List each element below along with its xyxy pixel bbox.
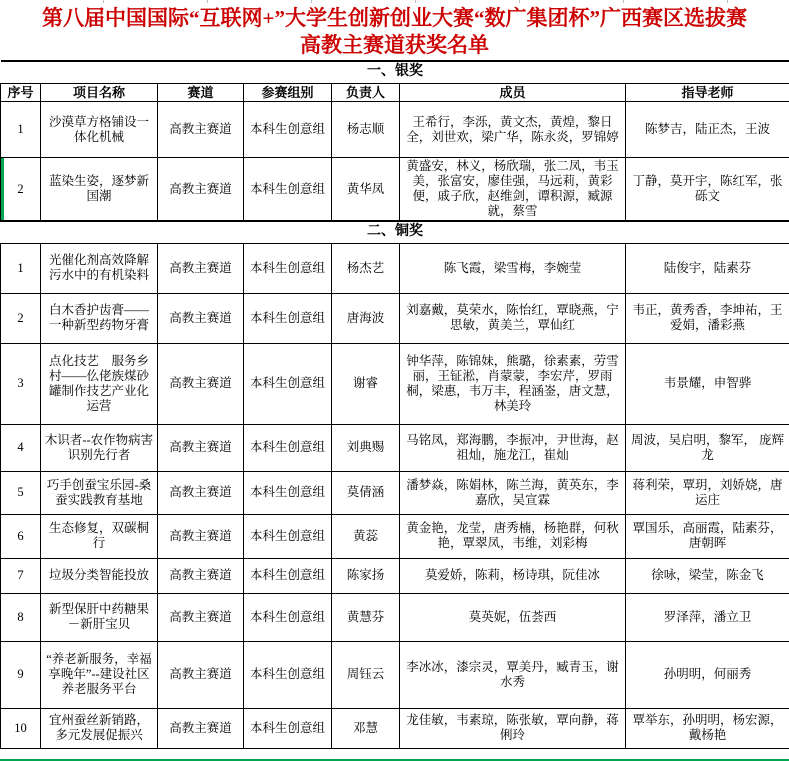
track-cell: 高教主赛道 — [158, 158, 244, 222]
teachers-cell: 陆俊宇，陆素芬 — [626, 243, 789, 293]
members-cell: 陈飞霞，梁雪梅，李婉莹 — [400, 243, 626, 293]
group-cell: 本科生创意组 — [244, 641, 332, 708]
table-row — [1, 708, 789, 748]
page-title-line2: 高教主赛道获奖名单 — [300, 33, 489, 57]
track-cell: 高教主赛道 — [158, 471, 244, 514]
row-number-cell: 9 — [1, 641, 41, 708]
section-heading-row — [1, 221, 789, 243]
table-header-row — [1, 83, 789, 102]
table-row — [1, 641, 789, 708]
table-row — [1, 558, 789, 593]
project-name-cell: 白木香护齿膏——一种新型药物牙膏 — [41, 293, 158, 343]
leader-cell: 黄华凤 — [332, 158, 400, 222]
track-cell: 高教主赛道 — [158, 102, 244, 158]
group-cell: 本科生创意组 — [244, 708, 332, 748]
column-header-project: 项目名称 — [41, 83, 158, 102]
column-header-members: 成员 — [400, 83, 626, 102]
teachers-cell: 徐咏，梁莹，陈金飞 — [626, 558, 789, 593]
row-number-cell: 6 — [1, 514, 41, 558]
teachers-cell: 孙明明，何丽秀 — [626, 641, 789, 708]
leader-cell: 黄蕊 — [332, 514, 400, 558]
leader-cell: 杨杰艺 — [332, 243, 400, 293]
column-header-track: 赛道 — [158, 83, 244, 102]
leader-cell: 谢睿 — [332, 343, 400, 424]
table-row — [1, 293, 789, 343]
project-name-cell: 点化技艺 服务乡村——仫佬族煤砂罐制作技艺产业化运营 — [41, 343, 158, 424]
members-cell: 莫爱娇，陈莉，杨诗琪，阮佳冰 — [400, 558, 626, 593]
table-row — [1, 424, 789, 471]
leader-cell: 莫倩涵 — [332, 471, 400, 514]
group-cell: 本科生创意组 — [244, 158, 332, 222]
members-cell: 潘梦焱，陈娟林，陈兰海，黄英东，李嘉欣，吴宣霖 — [400, 471, 626, 514]
row-number-cell: 4 — [1, 424, 41, 471]
project-name-cell: 光催化剂高效降解污水中的有机染料 — [41, 243, 158, 293]
project-name-cell: 木识者--农作物病害识别先行者 — [41, 424, 158, 471]
group-cell: 本科生创意组 — [244, 514, 332, 558]
leader-cell: 邓慧 — [332, 708, 400, 748]
track-cell: 高教主赛道 — [158, 558, 244, 593]
group-cell: 本科生创意组 — [244, 102, 332, 158]
group-cell: 本科生创意组 — [244, 343, 332, 424]
track-cell: 高教主赛道 — [158, 243, 244, 293]
project-name-cell: 新型保肝中药糖果－新肝宝贝 — [41, 593, 158, 641]
teachers-cell: 陈梦吉，陆正杰，王波 — [626, 102, 789, 158]
award-table-body — [1, 61, 789, 748]
page-title-line1: 第八届中国国际“互联网+”大学生创新创业大赛“数广集团杯”广西赛区选拔赛 — [42, 6, 747, 30]
teachers-cell: 罗泽萍，潘立卫 — [626, 593, 789, 641]
members-cell: 李冰冰，漆宗灵，覃美丹，臧青玉，谢水秀 — [400, 641, 626, 708]
teachers-cell: 周波，吴启明，黎军， 庞辉龙 — [626, 424, 789, 471]
teachers-cell: 覃举东，孙明明，杨宏源，戴杨艳 — [626, 708, 789, 748]
leader-cell: 唐海波 — [332, 293, 400, 343]
group-cell: 本科生创意组 — [244, 558, 332, 593]
group-cell: 本科生创意组 — [244, 293, 332, 343]
column-header-teachers: 指导老师 — [626, 83, 789, 102]
row-number-cell: 5 — [1, 471, 41, 514]
track-cell: 高教主赛道 — [158, 514, 244, 558]
members-cell: 黄盛安，林义，杨欣瑞，张二凤，韦玉美，张富安，廖佳强，马远莉，黄彩便，戚子欣，赵维剑，谭积源，臧源就，蔡雪 — [400, 158, 626, 222]
row-number-cell: 2 — [1, 158, 41, 222]
group-cell: 本科生创意组 — [244, 243, 332, 293]
project-name-cell: 宜州蚕丝新销路，多元发展促振兴 — [41, 708, 158, 748]
table-row — [1, 343, 789, 424]
track-cell: 高教主赛道 — [158, 424, 244, 471]
project-name-cell: 垃圾分类智能投放 — [41, 558, 158, 593]
project-name-cell: 生态修复，双碳桐行 — [41, 514, 158, 558]
track-cell: 高教主赛道 — [158, 708, 244, 748]
leader-cell: 刘典赐 — [332, 424, 400, 471]
members-cell: 龙佳敏，韦素琼，陈张敏，覃向静，蒋俐玲 — [400, 708, 626, 748]
row-number-cell: 7 — [1, 558, 41, 593]
project-name-cell: “养老新服务，幸福享晚年”--建设社区养老服务平台 — [41, 641, 158, 708]
members-cell: 马铭凤，郑海鹏，李振冲，尹世海，赵祖灿，施龙江，崔灿 — [400, 424, 626, 471]
column-header-group: 参赛组别 — [244, 83, 332, 102]
teachers-cell: 覃国乐，高丽霞，陆素芬，唐朝晖 — [626, 514, 789, 558]
table-row — [1, 514, 789, 558]
table-row — [1, 243, 789, 293]
row-number-cell: 3 — [1, 343, 41, 424]
group-cell: 本科生创意组 — [244, 424, 332, 471]
column-header-leader: 负责人 — [332, 83, 400, 102]
row-number-cell: 2 — [1, 293, 41, 343]
section-heading: 一、银奖 — [1, 61, 789, 83]
leader-cell: 周钰云 — [332, 641, 400, 708]
teachers-cell: 蒋利荣，覃玥，刘娇娆，唐运庄 — [626, 471, 789, 514]
group-cell: 本科生创意组 — [244, 593, 332, 641]
members-cell: 钟华萍，陈锦妹，熊璐，徐素素，劳雪丽，王钲淞，肖蒙蒙，李宏芹，罗雨桐，梁惠，韦万丰，程涵崟，唐文慧，林美玲 — [400, 343, 626, 424]
project-name-cell: 巧手创蚕宝乐园-桑蚕实践教育基地 — [41, 471, 158, 514]
group-cell: 本科生创意组 — [244, 471, 332, 514]
track-cell: 高教主赛道 — [158, 343, 244, 424]
track-cell: 高教主赛道 — [158, 641, 244, 708]
teachers-cell: 韦正，黄秀香，李坤祐，王爱娟，潘彩燕 — [626, 293, 789, 343]
track-cell: 高教主赛道 — [158, 593, 244, 641]
table-row — [1, 593, 789, 641]
track-cell: 高教主赛道 — [158, 293, 244, 343]
members-cell: 王希行，李泺，黄文杰，黄煌，黎日全，刘世欢，梁广华，陈永炎，罗锦婷 — [400, 102, 626, 158]
teachers-cell: 韦景耀，申智骅 — [626, 343, 789, 424]
column-header-no: 序号 — [1, 83, 41, 102]
section-heading: 二、铜奖 — [1, 221, 789, 243]
members-cell: 刘嘉戴，莫荣水，陈怡红，覃晓燕，宁思敏，黄美兰，覃仙红 — [400, 293, 626, 343]
award-table — [0, 60, 789, 749]
teachers-cell: 丁静，莫开宇，陈红军，张砾文 — [626, 158, 789, 222]
table-row — [1, 158, 789, 222]
project-name-cell: 沙漠草方格铺设一体化机械 — [41, 102, 158, 158]
members-cell: 莫英妮，伍荟西 — [400, 593, 626, 641]
table-row — [1, 471, 789, 514]
leader-cell: 陈家扬 — [332, 558, 400, 593]
project-name-cell: 蓝染生姿，逐梦新国潮 — [41, 158, 158, 222]
leader-cell: 黄慧芬 — [332, 593, 400, 641]
page-title — [0, 3, 789, 60]
table-row — [1, 102, 789, 158]
row-number-cell: 10 — [1, 708, 41, 748]
row-number-cell: 8 — [1, 593, 41, 641]
row-number-cell: 1 — [1, 102, 41, 158]
leader-cell: 杨志顺 — [332, 102, 400, 158]
row-number-cell: 1 — [1, 243, 41, 293]
members-cell: 黄金艳，龙莹，唐秀楠，杨艳群，何秋艳，覃翠凤，韦维，刘彩梅 — [400, 514, 626, 558]
section-heading-row — [1, 61, 789, 83]
